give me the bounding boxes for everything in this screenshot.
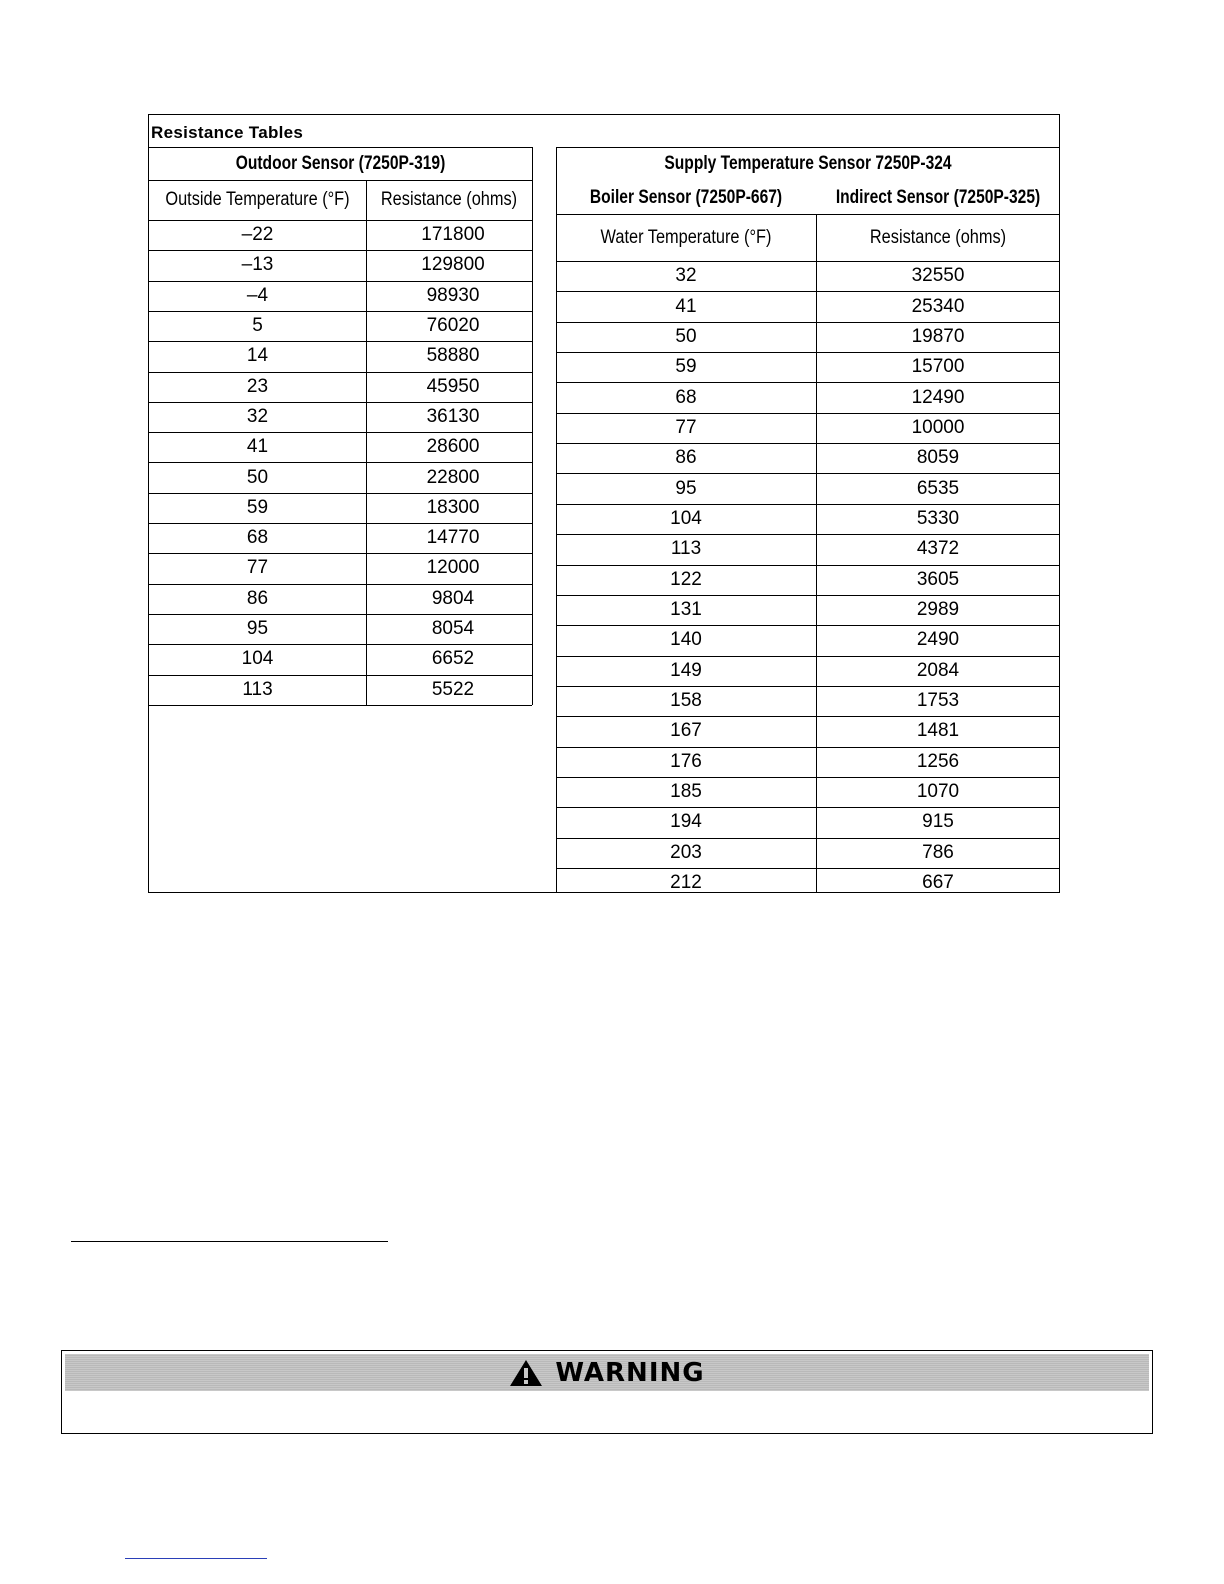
supply-temp-cell: 41 [675,295,697,317]
supply-temp-cell: 176 [670,750,702,772]
supply-temp-cell: 122 [670,568,702,590]
supply-resistance-cell: 1481 [916,720,960,742]
supply-col-header-resistance: Resistance (ohms) [869,226,1007,248]
supply-temp-cell: 86 [675,447,697,469]
supply-temp-cell: 113 [670,538,702,560]
warning-triangle-icon [509,1359,543,1387]
supply-resistance-cell: 8059 [916,447,960,469]
supply-temp-cell: 77 [675,416,697,438]
supply-temp-cell: 95 [675,477,697,499]
warning-box [61,1350,1153,1434]
footer-link-line [125,1558,267,1559]
supply-temp-cell: 212 [670,872,702,894]
outdoor-temp-cell: –22 [241,224,274,246]
outdoor-temp-cell: 59 [246,496,269,518]
outdoor-resistance-cell: 171800 [421,224,485,246]
supply-resistance-cell: 32550 [911,265,965,287]
outdoor-temp-cell: 104 [241,648,274,670]
supply-resistance-cell: 19870 [911,325,965,347]
outdoor-resistance-cell: 18300 [426,496,480,518]
outdoor-resistance-cell: 45950 [426,375,480,397]
outdoor-temp-cell: 32 [246,405,269,427]
outdoor-col-header-temp: Outside Temperature (°F) [165,189,350,210]
outdoor-temp-cell: 77 [246,557,269,579]
supply-temp-cell: 32 [675,265,697,287]
outdoor-resistance-cell: 28600 [426,436,480,458]
resistance-tables-title: Resistance Tables [151,123,304,142]
boiler-sensor-subtitle: Boiler Sensor (7250P-667) [589,186,783,208]
outdoor-resistance-cell: 36130 [426,405,480,427]
outdoor-resistance-cell: 9804 [431,587,475,609]
outdoor-resistance-cell: 12000 [426,557,480,579]
supply-col-header-temp: Water Temperature (°F) [600,226,772,248]
outdoor-resistance-cell: 76020 [426,315,480,337]
supply-resistance-cell: 1753 [916,690,960,712]
supply-resistance-cell: 2084 [916,659,960,681]
indirect-sensor-subtitle: Indirect Sensor (7250P-325) [835,186,1041,208]
supply-resistance-cell: 2490 [916,629,960,651]
supply-temp-cell: 149 [670,659,702,681]
warning-label: WARNING [555,1357,705,1388]
supply-temp-cell: 131 [670,599,702,621]
supply-temp-cell: 194 [670,811,702,833]
supply-resistance-cell: 25340 [911,295,965,317]
resistance-tables [148,114,1060,893]
outdoor-temp-cell: 5 [252,315,263,337]
outdoor-temp-cell: –13 [241,254,274,276]
supply-resistance-cell: 786 [922,841,954,863]
supply-resistance-cell: 5330 [916,507,960,529]
supply-resistance-cell: 15700 [911,356,965,378]
table-rule [366,180,367,705]
supply-resistance-cell: 12490 [911,386,965,408]
supply-temp-cell: 167 [670,720,702,742]
supply-resistance-cell: 1070 [916,781,960,803]
outdoor-resistance-cell: 129800 [421,254,485,276]
warning-header [65,1354,1149,1391]
supply-temp-cell: 104 [670,507,702,529]
table-rule [532,147,533,705]
supply-resistance-cell: 915 [922,811,954,833]
supply-resistance-cell: 1256 [916,750,960,772]
outdoor-temp-cell: 95 [246,618,269,640]
outdoor-temp-cell: 41 [246,436,269,458]
supply-resistance-cell: 2989 [916,599,960,621]
supply-resistance-cell: 4372 [916,538,960,560]
outdoor-resistance-cell: 6652 [431,648,475,670]
outdoor-temp-cell: 14 [246,345,269,367]
supply-resistance-cell: 10000 [911,416,965,438]
outdoor-resistance-cell: 58880 [426,345,480,367]
supply-temp-cell: 59 [675,356,697,378]
outdoor-temp-cell: 113 [242,678,273,700]
supply-resistance-cell: 667 [922,872,954,894]
outdoor-temp-cell: 50 [246,466,269,488]
supply-temp-cell: 185 [670,781,702,803]
outdoor-temp-cell: 23 [246,375,269,397]
supply-resistance-cell: 6535 [916,477,960,499]
outdoor-resistance-cell: 14770 [426,527,480,549]
outdoor-temp-cell: 86 [246,587,269,609]
supply-temp-cell: 158 [670,690,702,712]
outdoor-resistance-cell: 98930 [426,284,480,306]
outdoor-resistance-cell: 8054 [431,618,475,640]
supply-temp-cell: 50 [675,325,697,347]
supply-sensor-title: Supply Temperature Sensor 7250P-324 [664,153,952,174]
supply-temp-cell: 68 [675,386,697,408]
outdoor-sensor-title: Outdoor Sensor (7250P-319) [235,152,446,174]
supply-temp-cell: 140 [670,629,702,651]
outdoor-resistance-cell: 22800 [426,466,480,488]
supply-temp-cell: 203 [670,841,702,863]
outdoor-resistance-cell: 5522 [431,678,475,700]
table-rule [149,705,532,706]
outdoor-temp-cell: –4 [246,284,269,306]
supply-resistance-cell: 3605 [916,568,960,590]
outdoor-col-header-resistance: Resistance (ohms) [380,189,518,210]
outdoor-temp-cell: 68 [246,527,269,549]
separator-line [71,1241,388,1242]
